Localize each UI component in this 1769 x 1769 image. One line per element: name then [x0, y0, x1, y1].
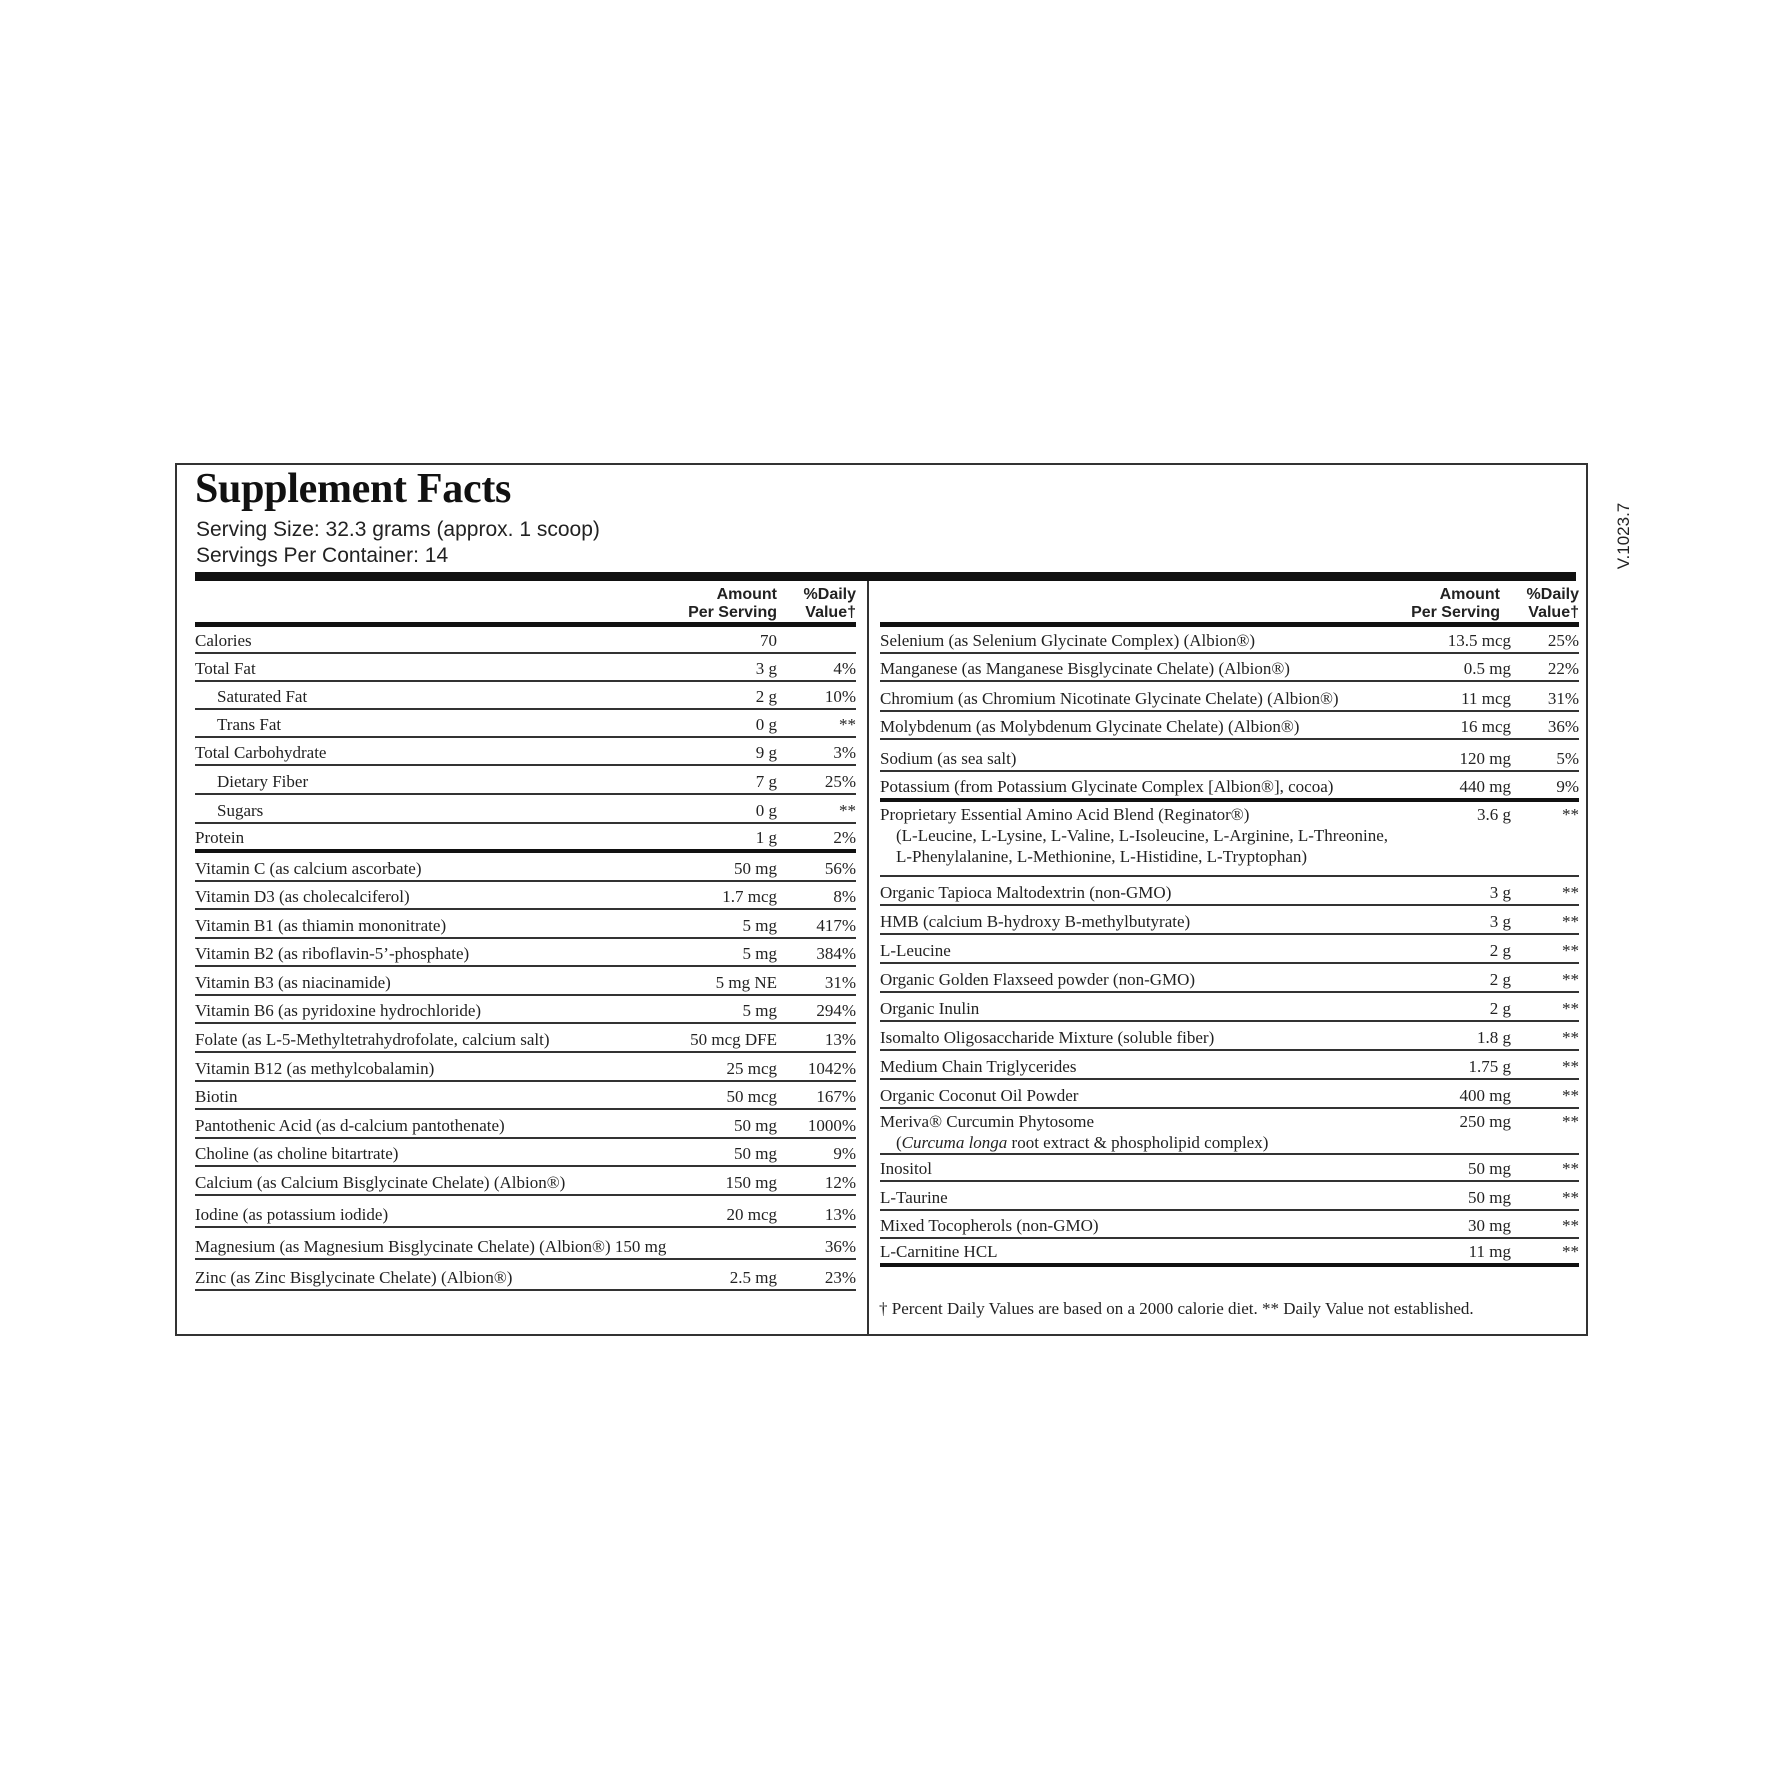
- nutrient-name: [880, 1215, 1099, 1236]
- daily-value: **: [1562, 1086, 1579, 1105]
- amount-per-serving: 50 mcg DFE: [690, 1030, 777, 1049]
- amount-per-serving: 2 g: [755, 687, 777, 706]
- nutrient-label: Pantothenic Acid (as d-calcium pantothenate): [195, 1116, 505, 1135]
- amount-per-serving: 2.5 mg: [729, 1268, 777, 1287]
- amount-per-serving: 50 mg: [734, 859, 777, 878]
- amount-per-serving: 25 mcg: [726, 1059, 777, 1078]
- nutrient-name: [880, 716, 1299, 737]
- daily-value: 13%: [824, 1205, 856, 1224]
- nutrient-label: L-Taurine: [880, 1188, 948, 1207]
- daily-value: 31%: [1547, 689, 1579, 708]
- table-row: [880, 1211, 1579, 1239]
- nutrient-name: [880, 630, 1255, 651]
- nutrient-name: [217, 714, 281, 735]
- daily-value: 9%: [1556, 777, 1579, 796]
- amount-per-serving: 440 mg: [1459, 777, 1511, 796]
- daily-value: **: [1562, 1159, 1579, 1178]
- nutrient-label: Vitamin B6 (as pyridoxine hydrochloride): [195, 1001, 482, 1020]
- nutrient-label: Isomalto Oligosaccharide Mixture (soluble fiber): [880, 1028, 1215, 1047]
- source-open: (: [896, 1133, 902, 1152]
- left-column: [195, 581, 856, 1318]
- table-row: [880, 1155, 1579, 1182]
- source-description: root extract & phospholipid complex): [1007, 1133, 1269, 1152]
- nutrient-name: [880, 1056, 1076, 1077]
- daily-value: 294%: [816, 1001, 856, 1020]
- nutrient-label: Molybdenum (as Molybdenum Glycinate Chelate) (Albion®): [880, 717, 1300, 736]
- daily-value: **: [1562, 1188, 1579, 1207]
- nutrient-name: [195, 858, 422, 879]
- amount-per-serving: 150 mg: [725, 1173, 777, 1192]
- amount-header-line2: Per Serving: [688, 604, 777, 621]
- table-row: [880, 682, 1579, 712]
- right-column: [880, 581, 1579, 1318]
- nutrient-label: Choline (as choline bitartrate): [195, 1144, 399, 1163]
- table-row: [195, 1228, 856, 1260]
- source-species: Curcuma longa: [901, 1133, 1008, 1152]
- dv-header-line2: Value†: [805, 604, 856, 621]
- table-row: [880, 993, 1579, 1022]
- nutrient-label: Organic Tapioca Maltodextrin (non-GMO): [880, 883, 1172, 902]
- daily-value: 384%: [816, 944, 856, 963]
- serving-size: Serving Size: 32.3 grams (approx. 1 scoop): [196, 518, 600, 541]
- daily-value: 22%: [1547, 659, 1579, 678]
- amount-per-serving: 2 g: [1489, 970, 1511, 989]
- nutrient-label: Calcium (as Calcium Bisglycinate Chelate) (Albion®): [195, 1173, 566, 1192]
- table-row: [880, 906, 1579, 935]
- dv-header-line2: Value†: [1528, 604, 1579, 621]
- table-row: [880, 802, 1579, 877]
- nutrient-label: Vitamin B3 (as niacinamide): [195, 973, 391, 992]
- nutrient-label: L-Leucine: [880, 941, 951, 960]
- table-row: [195, 939, 856, 967]
- version-code: V.1023.7: [1614, 502, 1633, 570]
- daily-value: **: [1562, 883, 1579, 902]
- nutrient-name: [217, 800, 263, 821]
- nutrient-label: Total Carbohydrate: [195, 743, 327, 762]
- daily-value: 25%: [824, 772, 856, 791]
- amount-per-serving: 50 mg: [1468, 1159, 1511, 1178]
- daily-value: 31%: [824, 973, 856, 992]
- table-row: [880, 627, 1579, 654]
- right-column-header: [880, 581, 1579, 622]
- nutrient-name: [880, 882, 1171, 903]
- table-row: [195, 1260, 856, 1291]
- table-row: [880, 935, 1579, 964]
- nutrient-label: L-Carnitine HCL: [880, 1242, 998, 1261]
- daily-value: **: [1562, 970, 1579, 989]
- amount-per-serving: 11 mg: [1468, 1242, 1511, 1261]
- daily-value: 4%: [833, 659, 856, 678]
- daily-value: **: [839, 801, 856, 820]
- top-rule: [195, 572, 1576, 581]
- nutrient-label: Manganese (as Manganese Bisglycinate Chelate) (Albion®): [880, 659, 1290, 678]
- table-row: [195, 1196, 856, 1228]
- table-row: [880, 712, 1579, 740]
- daily-value: 56%: [824, 859, 856, 878]
- nutrient-label: Potassium (from Potassium Glycinate Complex [Albion®], cocoa): [880, 777, 1334, 796]
- amount-header-line1: Amount: [716, 586, 777, 603]
- nutrient-name: [195, 972, 391, 993]
- daily-value: 3%: [833, 743, 856, 762]
- daily-value: 5%: [1556, 749, 1579, 768]
- amount-per-serving: 1 g: [755, 828, 777, 847]
- amount-per-serving: 70: [760, 631, 777, 650]
- nutrient-name: [195, 943, 469, 964]
- amount-per-serving: 5 mg: [742, 944, 777, 963]
- table-row: [880, 1239, 1579, 1267]
- amount-header: [1411, 586, 1500, 622]
- nutrient-label: Sodium (as sea salt): [880, 749, 1017, 768]
- blend-contents-line1: (L-Leucine, L-Lysine, L-Valine, L-Isoleucine, L-Arginine, L-Threonine,: [896, 826, 1389, 845]
- table-row: [880, 877, 1579, 906]
- amount-header: [688, 586, 777, 622]
- nutrient-name: [880, 804, 1388, 867]
- table-row: [195, 795, 856, 824]
- dv-header-line1: %Daily: [803, 586, 856, 603]
- daily-value: 9%: [833, 1144, 856, 1163]
- amount-per-serving: 16 mcg: [1460, 717, 1511, 736]
- nutrient-name: [195, 827, 244, 848]
- table-row: [195, 1139, 856, 1167]
- daily-value: 1042%: [807, 1059, 856, 1078]
- dv-header-line1: %Daily: [1526, 586, 1579, 603]
- daily-value: **: [1562, 912, 1579, 931]
- daily-value-header: [804, 586, 856, 622]
- nutrient-label: Zinc (as Zinc Bisglycinate Chelate) (Albion®): [195, 1268, 513, 1287]
- nutrient-label: Sugars: [217, 801, 264, 820]
- nutrient-name: [217, 686, 307, 707]
- nutrient-label: Magnesium (as Magnesium Bisglycinate Chelate) (Albion®) 150 mg: [195, 1237, 667, 1256]
- amount-per-serving: 50 mg: [1468, 1188, 1511, 1207]
- table-row: [880, 1109, 1579, 1155]
- amount-per-serving: 13.5 mcg: [1447, 631, 1511, 650]
- nutrient-label: Calories: [195, 631, 252, 650]
- amount-per-serving: 2 g: [1489, 999, 1511, 1018]
- daily-value: 2%: [833, 828, 856, 847]
- amount-header-line2: Per Serving: [1411, 604, 1500, 621]
- amount-per-serving: 11 mcg: [1461, 689, 1511, 708]
- nutrient-name: [195, 658, 256, 679]
- daily-value: 23%: [824, 1268, 856, 1287]
- left-column-header: [195, 581, 856, 622]
- daily-value: 36%: [1547, 717, 1579, 736]
- nutrient-label: Saturated Fat: [217, 687, 308, 706]
- amount-per-serving: 0 g: [755, 715, 777, 734]
- nutrient-label: Vitamin B12 (as methylcobalamin): [195, 1059, 435, 1078]
- footnote: † Percent Daily Values are based on a 2000 calorie diet. ** Daily Value not established.: [879, 1299, 1474, 1318]
- nutrient-name: [880, 1027, 1214, 1048]
- table-row: [195, 1167, 856, 1196]
- right-rows: [880, 627, 1579, 1267]
- nutrient-name: [195, 1204, 388, 1225]
- nutrient-name: [880, 969, 1195, 990]
- nutrient-name: [880, 1187, 948, 1208]
- nutrient-name: [195, 1000, 481, 1021]
- amount-per-serving: 1.8 g: [1477, 1028, 1511, 1047]
- daily-value: **: [1562, 805, 1579, 824]
- nutrient-name: [195, 630, 252, 651]
- table-row: [195, 1053, 856, 1082]
- amount-per-serving: 50 mg: [734, 1144, 777, 1163]
- nutrient-label: Organic Coconut Oil Powder: [880, 1086, 1079, 1105]
- table-row: [880, 740, 1579, 772]
- table-row: [880, 964, 1579, 993]
- nutrient-name: [217, 771, 308, 792]
- table-row: [880, 654, 1579, 682]
- table-row: [195, 967, 856, 996]
- nutrient-label: Proprietary Essential Amino Acid Blend (Reginator®): [880, 805, 1250, 824]
- daily-value: 167%: [816, 1087, 856, 1106]
- panel-title: Supplement Facts: [195, 466, 512, 512]
- nutrient-label: Mixed Tocopherols (non-GMO): [880, 1216, 1099, 1235]
- left-rows: [195, 627, 856, 1291]
- amount-per-serving: 5 mg: [742, 1001, 777, 1020]
- table-row: [195, 627, 856, 654]
- table-row: [195, 710, 856, 738]
- daily-value: **: [1562, 1242, 1579, 1261]
- amount-per-serving: 400 mg: [1459, 1086, 1511, 1105]
- nutrient-name: [195, 1172, 565, 1193]
- daily-value: **: [839, 715, 856, 734]
- nutrient-label: Medium Chain Triglycerides: [880, 1057, 1077, 1076]
- table-row: [880, 772, 1579, 802]
- daily-value: **: [1562, 999, 1579, 1018]
- nutrient-label: Organic Golden Flaxseed powder (non-GMO): [880, 970, 1196, 989]
- table-row: [880, 1182, 1579, 1211]
- daily-value: **: [1562, 941, 1579, 960]
- daily-value: 12%: [824, 1173, 856, 1192]
- amount-per-serving: 1.7 mcg: [722, 887, 777, 906]
- amount-header-line1: Amount: [1439, 586, 1500, 603]
- nutrient-name: [880, 1111, 1268, 1153]
- table-row: [195, 1082, 856, 1110]
- nutrient-label: Protein: [195, 828, 245, 847]
- nutrient-label: Organic Inulin: [880, 999, 980, 1018]
- daily-value: **: [1562, 1028, 1579, 1047]
- table-row: [195, 1024, 856, 1053]
- table-row: [195, 738, 856, 766]
- daily-value: **: [1562, 1216, 1579, 1235]
- table-row: [195, 654, 856, 682]
- amount-per-serving: 0 g: [755, 801, 777, 820]
- table-row: [195, 682, 856, 710]
- amount-per-serving: 9 g: [755, 743, 777, 762]
- table-row: [195, 824, 856, 853]
- daily-value: **: [1562, 1112, 1579, 1131]
- nutrient-name: [195, 1115, 505, 1136]
- nutrient-name: [195, 915, 446, 936]
- amount-per-serving: 3 g: [1489, 912, 1511, 931]
- amount-per-serving: 50 mcg: [726, 1087, 777, 1106]
- nutrient-name: [195, 1058, 434, 1079]
- daily-value: 1000%: [807, 1116, 856, 1135]
- daily-value: 8%: [833, 887, 856, 906]
- nutrient-name: [195, 1236, 666, 1257]
- table-row: [195, 853, 856, 882]
- nutrient-name: [880, 1158, 932, 1179]
- blend-contents-line2: L-Phenylalanine, L-Methionine, L-Histidine, L-Tryptophan): [896, 847, 1308, 866]
- amount-per-serving: 1.75 g: [1468, 1057, 1511, 1076]
- nutrient-name: [880, 688, 1339, 709]
- amount-per-serving: 20 mcg: [726, 1205, 777, 1224]
- daily-value-header: [1527, 586, 1579, 622]
- amount-per-serving: 3.6 g: [1477, 805, 1511, 824]
- nutrient-label: Selenium (as Selenium Glycinate Complex) (Albion®): [880, 631, 1256, 650]
- nutrient-name: [880, 998, 979, 1019]
- nutrient-label: Vitamin B2 (as riboflavin-5’-phosphate): [195, 944, 470, 963]
- amount-per-serving: 30 mg: [1468, 1216, 1511, 1235]
- amount-per-serving: 2 g: [1489, 941, 1511, 960]
- nutrient-label: Vitamin C (as calcium ascorbate): [195, 859, 422, 878]
- table-row: [195, 996, 856, 1024]
- nutrient-name: [880, 940, 951, 961]
- table-row: [880, 1022, 1579, 1051]
- nutrient-name: [195, 1086, 238, 1107]
- amount-per-serving: 50 mg: [734, 1116, 777, 1135]
- amount-per-serving: 250 mg: [1459, 1112, 1511, 1131]
- nutrient-name: [195, 742, 326, 763]
- table-row: [880, 1051, 1579, 1080]
- nutrient-name: [195, 886, 410, 907]
- nutrient-label: Inositol: [880, 1159, 932, 1178]
- amount-per-serving: 5 mg: [742, 916, 777, 935]
- amount-per-serving: 7 g: [755, 772, 777, 791]
- table-row: [195, 766, 856, 795]
- nutrient-label: Iodine (as potassium iodide): [195, 1205, 389, 1224]
- servings-per-container: Servings Per Container: 14: [196, 544, 449, 567]
- ingredient-source: [880, 1132, 1268, 1153]
- table-row: [880, 1080, 1579, 1109]
- nutrient-label: HMB (calcium B-hydroxy B-methylbutyrate): [880, 912, 1191, 931]
- daily-value: **: [1562, 1057, 1579, 1076]
- nutrient-name: [880, 911, 1190, 932]
- nutrient-name: [880, 1085, 1078, 1106]
- amount-per-serving: 0.5 mg: [1463, 659, 1511, 678]
- daily-value: 417%: [816, 916, 856, 935]
- nutrient-label: Meriva® Curcumin Phytosome: [880, 1112, 1095, 1131]
- amount-per-serving: 120 mg: [1459, 749, 1511, 768]
- column-divider: [867, 581, 869, 1334]
- daily-value: 36%: [824, 1237, 856, 1256]
- table-row: [195, 910, 856, 939]
- amount-per-serving: 5 mg NE: [715, 973, 777, 992]
- nutrient-name: [195, 1029, 550, 1050]
- nutrient-label: Total Fat: [195, 659, 256, 678]
- nutrient-name: [880, 658, 1290, 679]
- nutrient-name: [195, 1143, 398, 1164]
- table-row: [195, 882, 856, 910]
- amount-per-serving: 3 g: [1489, 883, 1511, 902]
- nutrient-name: [880, 776, 1333, 797]
- daily-value: 13%: [824, 1030, 856, 1049]
- nutrient-label: Chromium (as Chromium Nicotinate Glycinate Chelate) (Albion®): [880, 689, 1339, 708]
- nutrient-label: Biotin: [195, 1087, 238, 1106]
- nutrient-name: [195, 1267, 512, 1288]
- nutrient-label: Dietary Fiber: [217, 772, 309, 791]
- nutrient-label: Vitamin B1 (as thiamin mononitrate): [195, 916, 447, 935]
- table-row: [195, 1110, 856, 1139]
- nutrient-label: Trans Fat: [217, 715, 282, 734]
- nutrient-label: Vitamin D3 (as cholecalciferol): [195, 887, 410, 906]
- amount-per-serving: 3 g: [755, 659, 777, 678]
- supplement-facts-panel: [175, 463, 1588, 1336]
- daily-value: 25%: [1547, 631, 1579, 650]
- nutrient-name: [880, 1241, 998, 1262]
- nutrient-label: Folate (as L-5-Methyltetrahydrofolate, calcium salt): [195, 1030, 550, 1049]
- nutrient-name: [880, 748, 1016, 769]
- daily-value: 10%: [824, 687, 856, 706]
